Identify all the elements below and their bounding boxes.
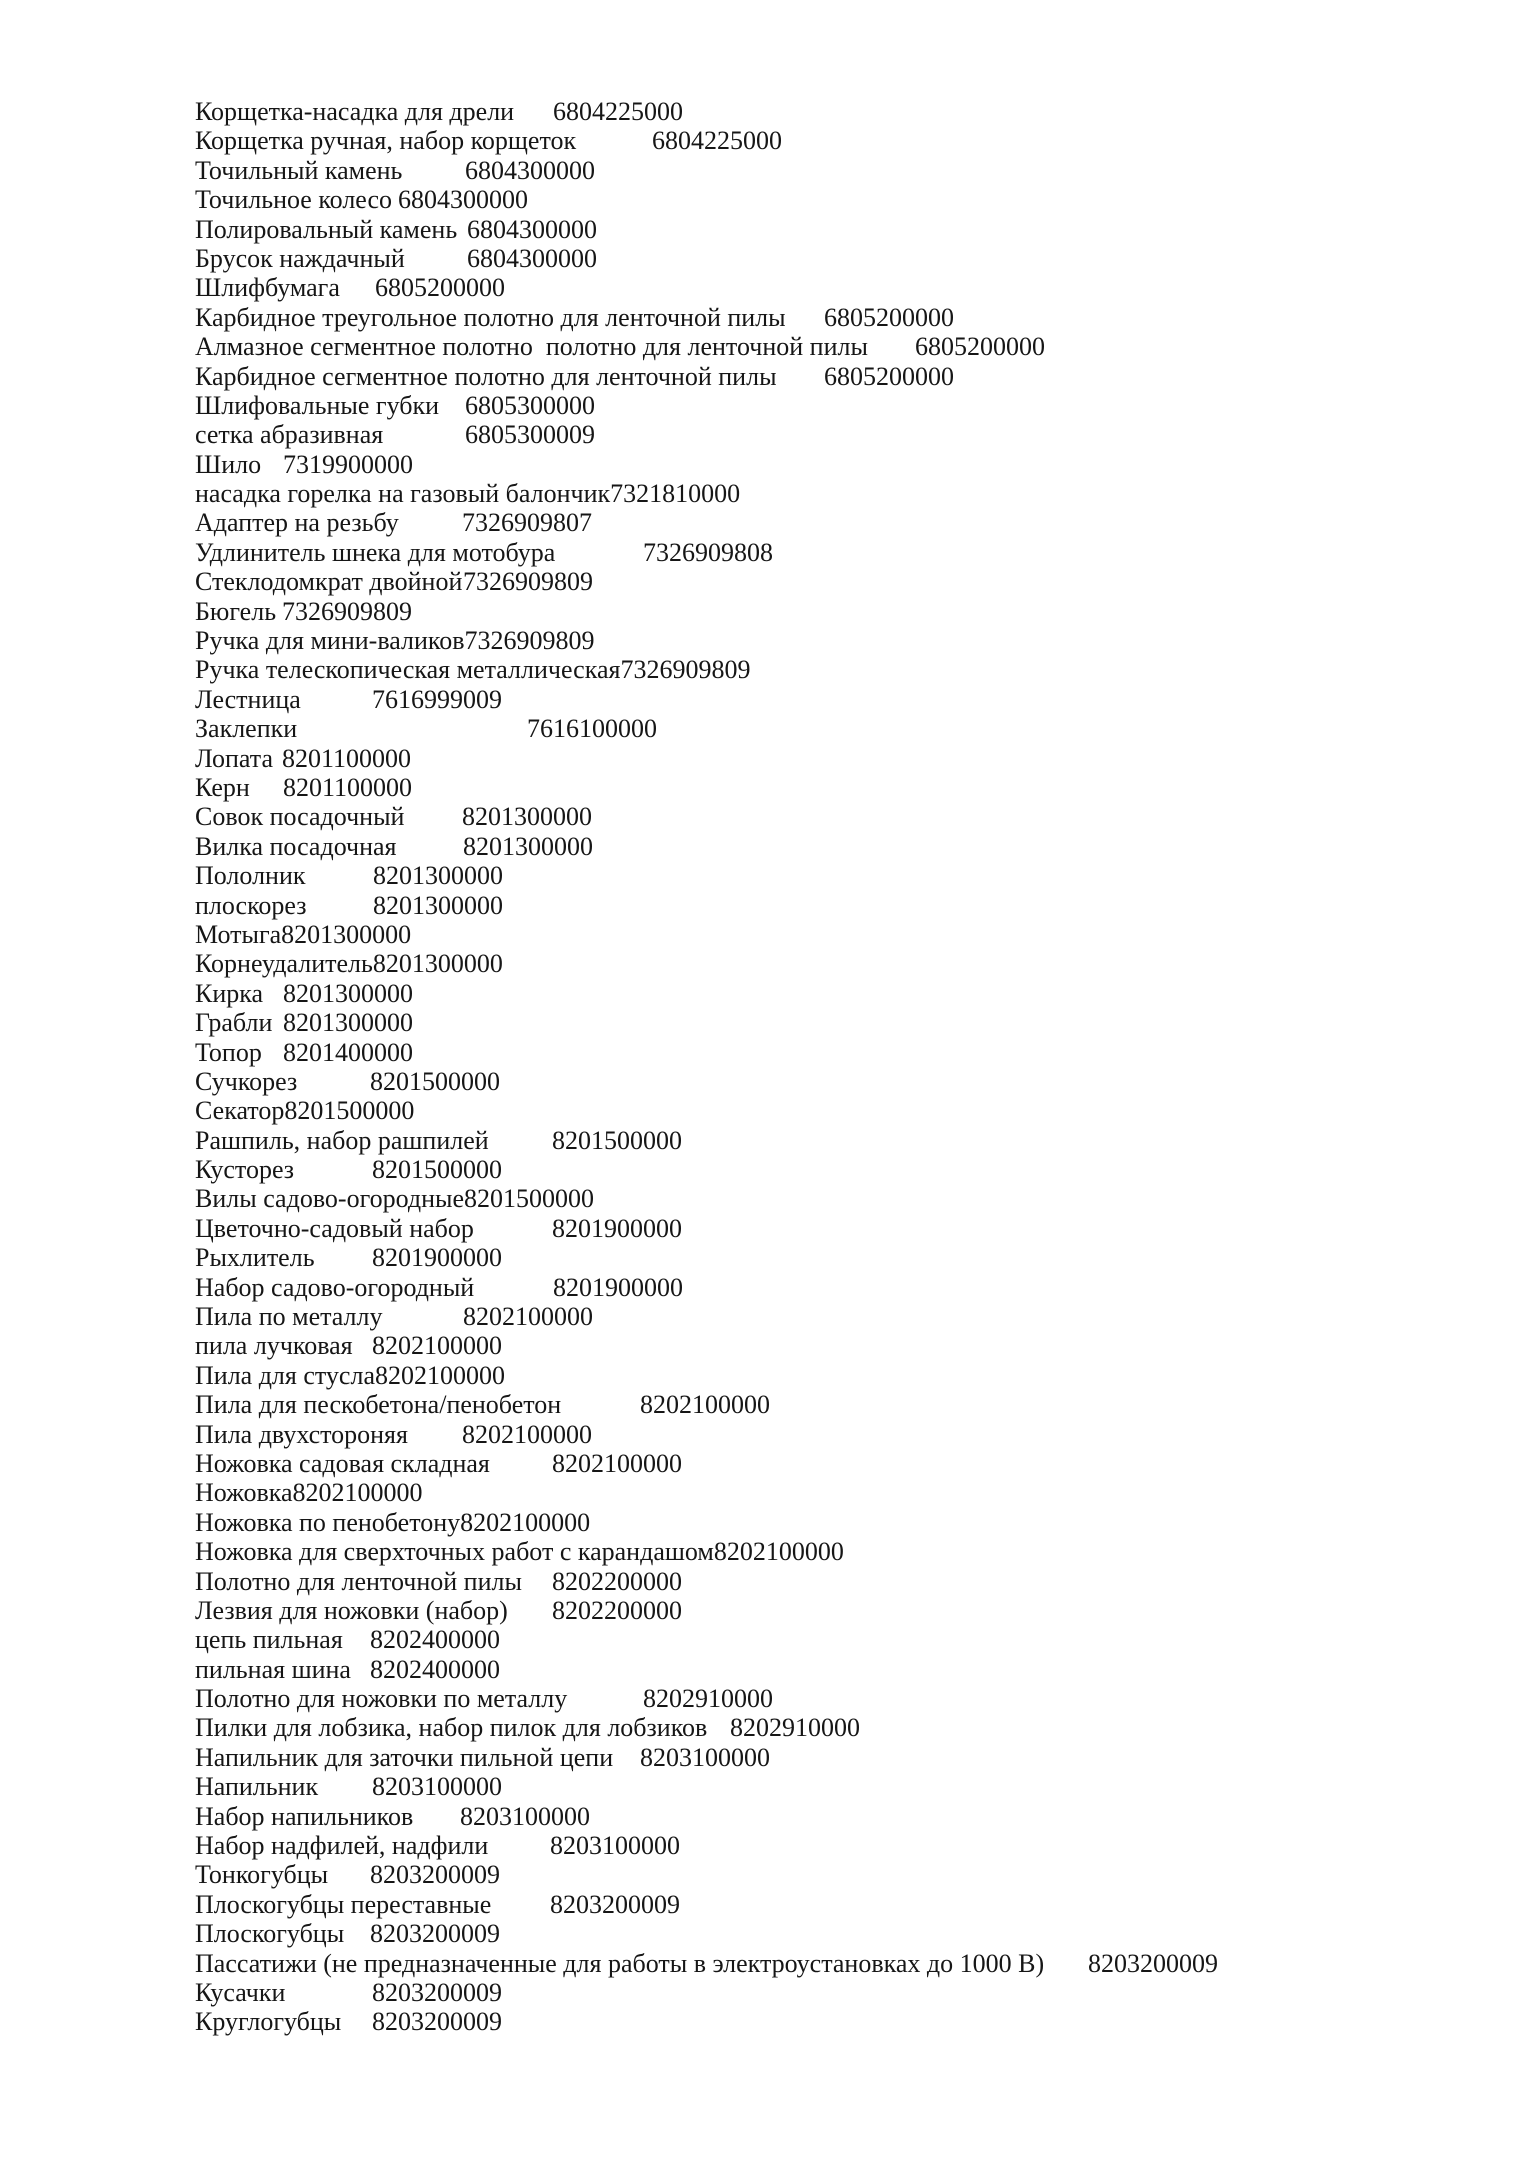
item-code: 6804225000 bbox=[652, 126, 782, 156]
list-item bbox=[195, 1420, 1505, 1449]
item-code: 8202910000 bbox=[643, 1684, 773, 1714]
item-code: 8201300000 bbox=[373, 890, 503, 920]
item-name: Корщетка ручная, набор корщеток bbox=[195, 126, 577, 156]
item-code: 8202200000 bbox=[552, 1595, 682, 1625]
list-item bbox=[195, 1331, 1505, 1360]
list-item bbox=[195, 1243, 1505, 1272]
list-item bbox=[195, 244, 1505, 273]
item-name: Пололник bbox=[195, 861, 306, 891]
item-code: 6804300000 bbox=[398, 185, 528, 215]
item-code: 8201500000 bbox=[370, 1066, 500, 1096]
item-name: Круглогубцы bbox=[195, 2007, 342, 2037]
item-code: 7616999009 bbox=[372, 684, 502, 714]
item-name: Заклепки bbox=[195, 714, 298, 744]
list-item bbox=[195, 538, 1505, 567]
list-item bbox=[195, 891, 1505, 920]
list-item bbox=[195, 1508, 1505, 1537]
list-item bbox=[195, 1214, 1505, 1243]
item-name: Точильный камень bbox=[195, 155, 403, 185]
list-item bbox=[195, 626, 1505, 655]
list-item bbox=[195, 1155, 1505, 1184]
list-item bbox=[195, 597, 1505, 626]
item-name: Плоскогубцы bbox=[195, 1919, 345, 1949]
item-code: 7326909809 bbox=[620, 655, 751, 685]
item-name: Шлифбумага bbox=[195, 273, 340, 303]
list-item bbox=[195, 303, 1505, 332]
item-code: 7326909807 bbox=[462, 508, 592, 538]
list-item bbox=[195, 1361, 1505, 1390]
item-code: 8201500000 bbox=[464, 1184, 595, 1214]
list-item bbox=[195, 1449, 1505, 1478]
item-name: Ножовка для сверхточных работ с карандашом bbox=[195, 1537, 714, 1567]
item-name: Топор bbox=[195, 1037, 262, 1067]
item-name: Кусачки bbox=[195, 1978, 286, 2007]
list-item bbox=[195, 1890, 1505, 1919]
list-item bbox=[195, 2007, 1505, 2036]
item-code: 8202100000 bbox=[292, 1478, 423, 1508]
list-item bbox=[195, 1596, 1505, 1625]
tool-code-list bbox=[195, 97, 1505, 2037]
list-item bbox=[195, 1772, 1505, 1801]
item-name: Совок посадочный bbox=[195, 802, 405, 832]
item-name: Вилка посадочная bbox=[195, 831, 397, 861]
item-name: Пилки для лобзика, набор пилок для лобзиков bbox=[195, 1713, 708, 1743]
item-code: 6805200000 bbox=[375, 273, 505, 303]
item-code: 8201300000 bbox=[283, 1008, 413, 1038]
item-code: 8201100000 bbox=[282, 743, 412, 773]
item-code: 7616100000 bbox=[527, 714, 657, 744]
item-code: 6804300000 bbox=[467, 243, 597, 273]
item-name: Полотно для ножовки по металлу bbox=[195, 1684, 568, 1714]
list-item bbox=[195, 802, 1505, 831]
item-code: 8201900000 bbox=[372, 1243, 502, 1273]
item-code: 6804300000 bbox=[467, 214, 597, 244]
item-name: Шлифовальные губки bbox=[195, 390, 440, 420]
item-name: Мотыга bbox=[195, 919, 282, 949]
list-item bbox=[195, 1949, 1505, 1978]
item-name: Пила для пескобетона/пенобетон bbox=[195, 1390, 562, 1420]
item-code: 6805200000 bbox=[824, 302, 954, 332]
list-item bbox=[195, 479, 1505, 508]
item-name: Кусторез bbox=[195, 1155, 295, 1185]
item-code: 8203100000 bbox=[550, 1831, 680, 1861]
list-item bbox=[195, 215, 1505, 244]
list-item bbox=[195, 567, 1505, 596]
item-code: 8202100000 bbox=[460, 1507, 591, 1537]
item-name: Бюгель bbox=[195, 596, 277, 626]
item-code: 8202100000 bbox=[640, 1390, 770, 1420]
item-code: 8201100000 bbox=[283, 772, 413, 802]
item-code: 8202100000 bbox=[713, 1537, 844, 1567]
item-name: Плоскогубцы переставные bbox=[195, 1889, 492, 1919]
item-name: Тонкогубцы bbox=[195, 1860, 329, 1890]
item-code: 6804300000 bbox=[465, 155, 595, 185]
item-code: 6805200000 bbox=[824, 361, 954, 391]
list-item bbox=[195, 1978, 1505, 2007]
list-item bbox=[195, 920, 1505, 949]
item-name: Ножовка по пенобетону bbox=[195, 1507, 461, 1537]
list-item bbox=[195, 832, 1505, 861]
list-item bbox=[195, 420, 1505, 449]
item-name: Секатор bbox=[195, 1096, 285, 1126]
item-code: 8203100000 bbox=[372, 1772, 502, 1802]
list-item bbox=[195, 332, 1505, 361]
item-code: 8203100000 bbox=[460, 1801, 590, 1831]
list-item bbox=[195, 1038, 1505, 1067]
item-code: 7321810000 bbox=[610, 479, 741, 509]
item-code: 7326909809 bbox=[463, 567, 593, 597]
item-code: 8202100000 bbox=[374, 1360, 505, 1390]
item-code: 7326909809 bbox=[464, 626, 595, 656]
list-item bbox=[195, 685, 1505, 714]
item-name: Точильное колесо bbox=[195, 185, 393, 215]
list-item bbox=[195, 1919, 1505, 1948]
item-code: 8203200009 bbox=[372, 1978, 502, 2007]
item-code: 6805300000 bbox=[465, 390, 595, 420]
list-item bbox=[195, 1008, 1505, 1037]
list-item bbox=[195, 391, 1505, 420]
list-item bbox=[195, 1478, 1505, 1507]
item-code: 8202200000 bbox=[552, 1566, 682, 1596]
item-name: Пила по металлу bbox=[195, 1302, 383, 1332]
item-code: 8202910000 bbox=[730, 1713, 860, 1743]
item-name: Набор садово-огородный bbox=[195, 1272, 475, 1302]
item-name: Адаптер на резьбу bbox=[195, 508, 399, 538]
list-item bbox=[195, 1831, 1505, 1860]
list-item bbox=[195, 655, 1505, 684]
item-code: 8202400000 bbox=[370, 1654, 500, 1684]
item-name: Ручка телескопическая металлическая bbox=[195, 655, 621, 685]
item-code: 8202400000 bbox=[370, 1625, 500, 1655]
item-name: Ножовка bbox=[195, 1478, 293, 1508]
item-code: 8201500000 bbox=[284, 1096, 415, 1126]
list-item bbox=[195, 1067, 1505, 1096]
list-item bbox=[195, 1273, 1505, 1302]
list-item bbox=[195, 1684, 1505, 1713]
item-code: 8201400000 bbox=[283, 1037, 413, 1067]
list-item bbox=[195, 508, 1505, 537]
list-item bbox=[195, 362, 1505, 391]
list-item bbox=[195, 185, 1505, 214]
item-name: Сучкорез bbox=[195, 1066, 298, 1096]
item-name: Кирка bbox=[195, 978, 264, 1008]
list-item bbox=[195, 714, 1505, 743]
item-name: Набор надфилей, надфили bbox=[195, 1831, 489, 1861]
list-item bbox=[195, 949, 1505, 978]
item-code: 8202100000 bbox=[463, 1302, 593, 1332]
list-item bbox=[195, 97, 1505, 126]
item-name: Напильник bbox=[195, 1772, 319, 1802]
list-item bbox=[195, 1096, 1505, 1125]
item-name: Корщетка-насадка для дрели bbox=[195, 97, 515, 126]
item-code: 8202100000 bbox=[462, 1419, 592, 1449]
list-item bbox=[195, 1625, 1505, 1654]
item-name: Ножовка садовая складная bbox=[195, 1448, 490, 1478]
item-name: пильная шина bbox=[195, 1654, 351, 1684]
item-code: 8201300000 bbox=[372, 949, 503, 979]
item-name: Лопата bbox=[195, 743, 273, 773]
list-item bbox=[195, 861, 1505, 890]
item-code: 8203200009 bbox=[1088, 1948, 1218, 1978]
item-name: Лестница bbox=[195, 684, 301, 714]
item-name: Рыхлитель bbox=[195, 1243, 315, 1273]
item-name: цепь пильная bbox=[195, 1625, 343, 1655]
item-name: Вилы садово-огородные bbox=[195, 1184, 465, 1214]
item-code: 8201500000 bbox=[552, 1125, 682, 1155]
item-code: 8203200009 bbox=[550, 1889, 680, 1919]
item-name: Цветочно-садовый набор bbox=[195, 1213, 474, 1243]
item-code: 7326909808 bbox=[643, 537, 773, 567]
list-item bbox=[195, 1713, 1505, 1742]
item-name: Рашпиль, набор рашпилей bbox=[195, 1125, 489, 1155]
list-item bbox=[195, 1537, 1505, 1566]
item-code: 8201300000 bbox=[462, 802, 592, 832]
item-name: Стеклодомкрат двойной bbox=[195, 567, 463, 597]
list-item bbox=[195, 1655, 1505, 1684]
list-item bbox=[195, 1390, 1505, 1419]
item-code: 8203200009 bbox=[372, 2007, 502, 2037]
item-name: сетка абразивная bbox=[195, 420, 384, 450]
list-item bbox=[195, 1860, 1505, 1889]
item-code: 8201300000 bbox=[373, 861, 503, 891]
item-code: 8203100000 bbox=[640, 1742, 770, 1772]
item-code: 8201500000 bbox=[372, 1155, 502, 1185]
item-code: 8201300000 bbox=[281, 919, 412, 949]
item-code: 7326909809 bbox=[282, 596, 412, 626]
list-item bbox=[195, 773, 1505, 802]
list-item bbox=[195, 156, 1505, 185]
list-item bbox=[195, 273, 1505, 302]
item-name: Набор напильников bbox=[195, 1801, 414, 1831]
item-code: 8201900000 bbox=[552, 1213, 682, 1243]
list-item bbox=[195, 1184, 1505, 1213]
item-name: Карбидное треугольное полотно для ленточной пилы bbox=[195, 302, 786, 332]
list-item bbox=[195, 744, 1505, 773]
item-name: Напильник для заточки пильной цепи bbox=[195, 1742, 614, 1772]
list-item bbox=[195, 1567, 1505, 1596]
list-item bbox=[195, 1802, 1505, 1831]
item-name: Корнеудалитель bbox=[195, 949, 373, 979]
item-name: Ручка для мини-валиков bbox=[195, 626, 465, 656]
item-name: Алмазное сегментное полотно полотно для ленточной пилы bbox=[195, 332, 868, 362]
item-name: Карбидное сегментное полотно для ленточной пилы bbox=[195, 361, 777, 391]
list-item bbox=[195, 1302, 1505, 1331]
item-code: 8201300000 bbox=[463, 831, 593, 861]
item-name: Лезвия для ножовки (набор) bbox=[195, 1595, 508, 1625]
item-name: Полировальный камень bbox=[195, 214, 458, 244]
list-item bbox=[195, 1126, 1505, 1155]
item-code: 8201300000 bbox=[283, 978, 413, 1008]
item-name: Пассатижи (не предназначенные для работы в электроустановках до 1000 В) bbox=[195, 1948, 1045, 1978]
list-item bbox=[195, 1743, 1505, 1772]
item-name: плоскорез bbox=[195, 890, 307, 920]
item-code: 8202100000 bbox=[552, 1448, 682, 1478]
item-code: 8203200009 bbox=[370, 1919, 500, 1949]
list-item bbox=[195, 979, 1505, 1008]
item-name: Грабли bbox=[195, 1008, 273, 1038]
item-code: 8203200009 bbox=[370, 1860, 500, 1890]
item-code: 6804225000 bbox=[553, 97, 683, 126]
item-code: 8201900000 bbox=[553, 1272, 683, 1302]
item-name: Шило bbox=[195, 449, 262, 479]
item-code: 8202100000 bbox=[372, 1331, 502, 1361]
item-name: Пила для стусла bbox=[195, 1360, 375, 1390]
item-code: 6805300009 bbox=[465, 420, 595, 450]
item-code: 7319900000 bbox=[283, 449, 413, 479]
item-name: Пила двухстороняя bbox=[195, 1419, 408, 1449]
item-name: Керн bbox=[195, 772, 250, 802]
item-code: 6805200000 bbox=[915, 332, 1045, 362]
item-name: Брусок наждачный bbox=[195, 243, 405, 273]
item-name: пила лучковая bbox=[195, 1331, 353, 1361]
item-name: Полотно для ленточной пилы bbox=[195, 1566, 522, 1596]
list-item bbox=[195, 450, 1505, 479]
item-name: насадка горелка на газовый балончик bbox=[195, 479, 611, 509]
list-item bbox=[195, 126, 1505, 155]
item-name: Удлинитель шнека для мотобура bbox=[195, 537, 556, 567]
